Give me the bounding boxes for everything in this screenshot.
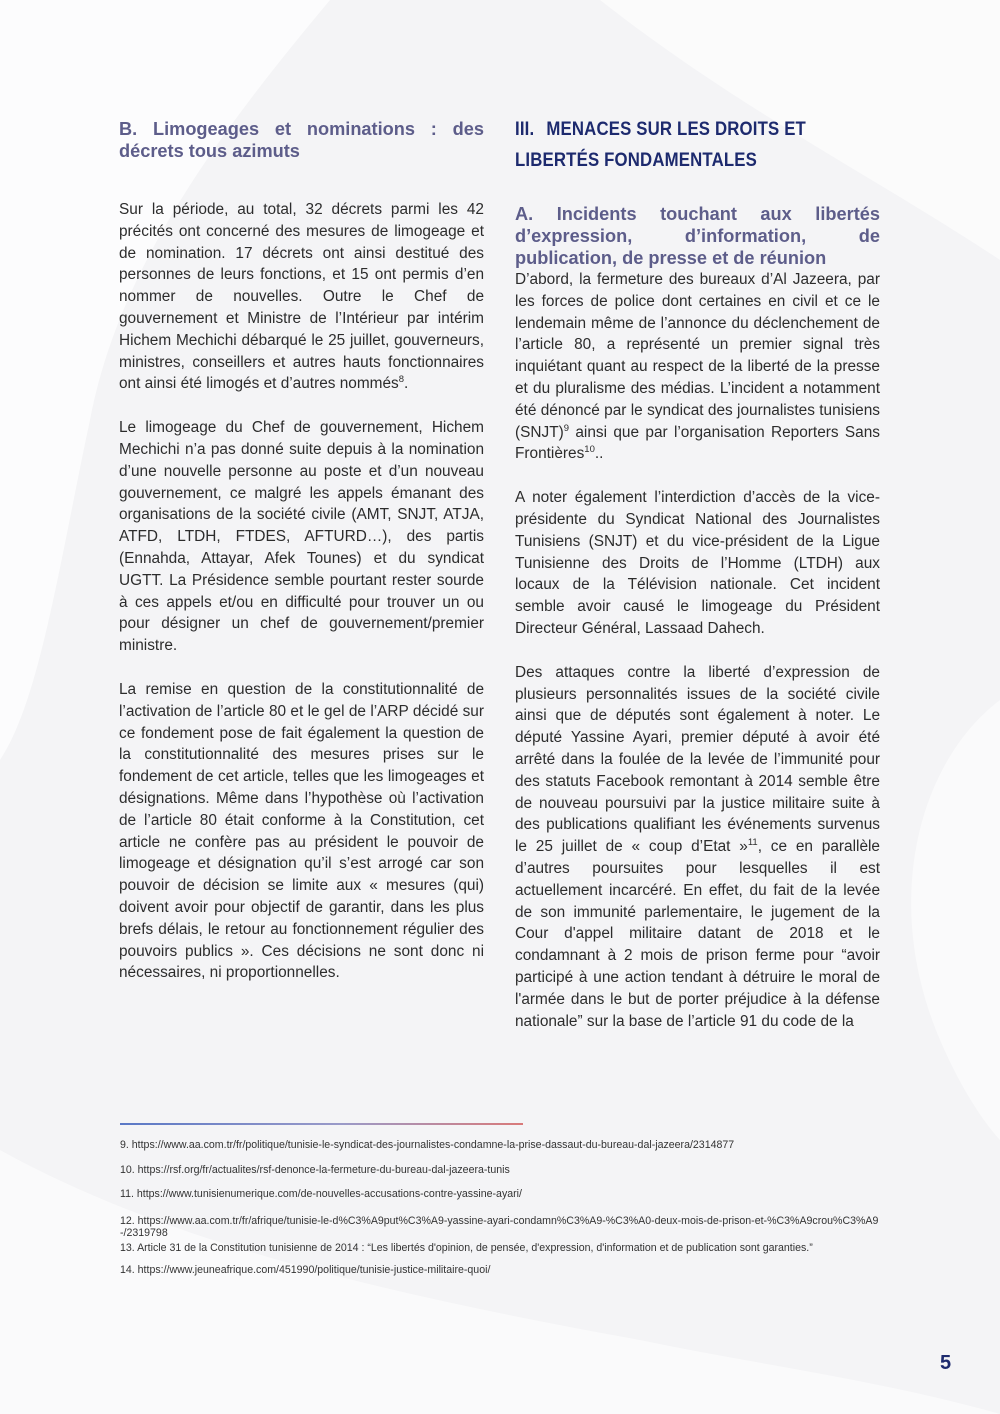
paragraph (515, 662, 880, 1033)
footnote-ref: 11 (747, 837, 758, 848)
paragraph-text: Des attaques contre la liberté d’expression de plusieurs personnalités issues de la société civile ainsi que de députés sont également à noter. Le député Yassine Ayari, premier député à avoir été arrêté dans la foulée de la levée de l’immunité pour des statuts Facebook remontant à 2014 semble être de nouveau poursuivi par la justice militaire suite à des publications qualifiant les événements survenus le 25 juillet de « coup d’Etat » (515, 663, 880, 856)
section-title: MENACES SUR LES DROITS ET LIBERTÉS FONDAMENTALES (515, 118, 806, 171)
section-heading-iii (515, 114, 881, 176)
footnote-ref: 9 (563, 422, 570, 434)
footnote: 9. https://www.aa.com.tr/fr/politique/tunisie-le-syndicat-des-journalistes-condamne-la-prise-dassaut-du-bureau-dal-jazeera/2314877 (120, 1139, 735, 1151)
paragraph: Le limogeage du Chef de gouvernement, Hichem Mechichi n’a pas donné suite depuis à la nomination d’une nouvelle personne au poste et d’un nouveau gouvernement, ce malgré les appels émanant des organisations de la société civile (AMT, SNJT, ATJA, ATFD, LTDH, FTDES, AFTURD…), des partis (Ennahda, Attayar, Afek Tounes) et du syndicat UGTT. La Présidence semble pourtant rester sourde à ces appels et/ou en difficulté pour trouver un ou pour désigner un chef de gouvernement/premier ministre. (119, 419, 484, 655)
paragraph-text: .. (594, 445, 604, 463)
footnote: 14. https://www.jeuneafrique.com/451990/politique/tunisie-justice-militaire-quoi/ (120, 1264, 491, 1276)
right-column (515, 114, 880, 1032)
paragraph-text: Sur la période, au total, 32 décrets parmi les 42 précités ont concerné des mesures de limogeage et de nomination. 17 décrets ont ainsi destitué des personnes de leurs fonctions, et 15 ont permis d’en nommer de nouvelles. Outre le Chef de gouvernement et Ministre de l’Intérieur par intérim Hichem Mechichi débarqué le 25 juillet, gouverneurs, ministres, conseillers et autres hauts fonctionnaires ont ainsi été limogés et d’autres nommés (119, 201, 484, 393)
subsection-heading-b: B. Limogeages et nominations : des décrets tous azimuts (119, 119, 484, 161)
footnote-ref: 10 (584, 444, 595, 456)
paragraph: La remise en question de la constitutionnalité de l’activation de l’article 80 et le gel de l’ARP décidé sur ce fondement pose de fait également la question de la constitutionnalité des mesures prises sur le fondement de cet article, telles que les limogeages et désignations. Même dans l’hypothèse où l’activation de l’article 80 était conforme à la Constitution, cet article ne confère pas au président le pouvoir de limogeage et désignation qu’il s’est arrogé car son pouvoir de décision se limite aux « mesures (qui) doivent avoir pour objectif de garantir, dans les plus brefs délais, le retour au fonctionnement régulier des pouvoirs publics ». Ces décisions ne sont donc ni nécessaires, ni proportionnelles. (119, 680, 484, 982)
footnote-ref: 8 (398, 374, 405, 386)
footnote-divider (120, 1123, 523, 1125)
footnotes (120, 1139, 882, 1277)
paragraph-text: . (404, 375, 409, 393)
page-number: 5 (940, 1352, 952, 1374)
paragraph (515, 269, 880, 465)
footnote: 10. https://rsf.org/fr/actualites/rsf-denonce-la-fermeture-du-bureau-dal-jazeera-tunis (120, 1163, 510, 1176)
paragraph-text: ainsi que par l’organisation Reporters Sans Frontières (515, 423, 880, 463)
footnote: 13. Article 31 de la Constitution tunisienne de 2014 : “Les libertés d'opinion, de pensée, d'expression, d'information et de publication sont garanties.” (120, 1241, 813, 1254)
paragraph (119, 199, 484, 395)
paragraph-text: , ce en parallèle d’autres poursuites pour lesquelles il est actuellement incarcéré. En effet, du fait de la levée de son immunité parlementaire, le jugement de la Cour d'appel militaire datant de 2018 et le condamnant à 2 mois de prison ferme pour “avoir participé à une action tendant à détruire le moral de l'armée dans le but de porter préjudice à la défense nationale” sur la base de l’article 91 du code de la (515, 838, 880, 1030)
footnote: 11. https://www.tunisienumerique.com/de-nouvelles-accusations-contre-yassine-ayari/ (120, 1188, 522, 1200)
left-column (119, 118, 484, 984)
paragraph: A noter également l’interdiction d’accès de la vice-présidente du Syndicat National des Journalistes Tunisiens (SNJT) et du vice-président de la Ligue Tunisienne des Droits de l’Homme (LTDH) aux locaux de la Télévision nationale. Cet incident semble avoir causé le limogeage du Président Directeur Général, Lassaad Dahech. (515, 489, 880, 637)
paragraph-text: D’abord, la fermeture des bureaux d’Al Jazeera, par les forces de police dont certaines en civil et ce le lendemain même de l’annonce du déclenchement de l’article 80, a représenté un premier signal très inquiétant quant au respect de la liberté de la presse et du pluralisme des médias. L’incident a notamment été dénoncé par le syndicat des journalistes tunisiens (SNJT) (515, 271, 880, 441)
subsection-heading-a: A. Incidents touchant aux libertés d’expression, d’information, de publication, de presse et de réunion (515, 204, 880, 268)
section-number: III. (515, 118, 535, 140)
footnote: 12. https://www.aa.com.tr/fr/afrique/tunisie-le-d%C3%A9put%C3%A9-yassine-ayari-condamn%C3%A9-%C3%A0-deux-mois-de-prison-et-%C3%A9crou%C3%A9-/2319798 (120, 1214, 879, 1239)
